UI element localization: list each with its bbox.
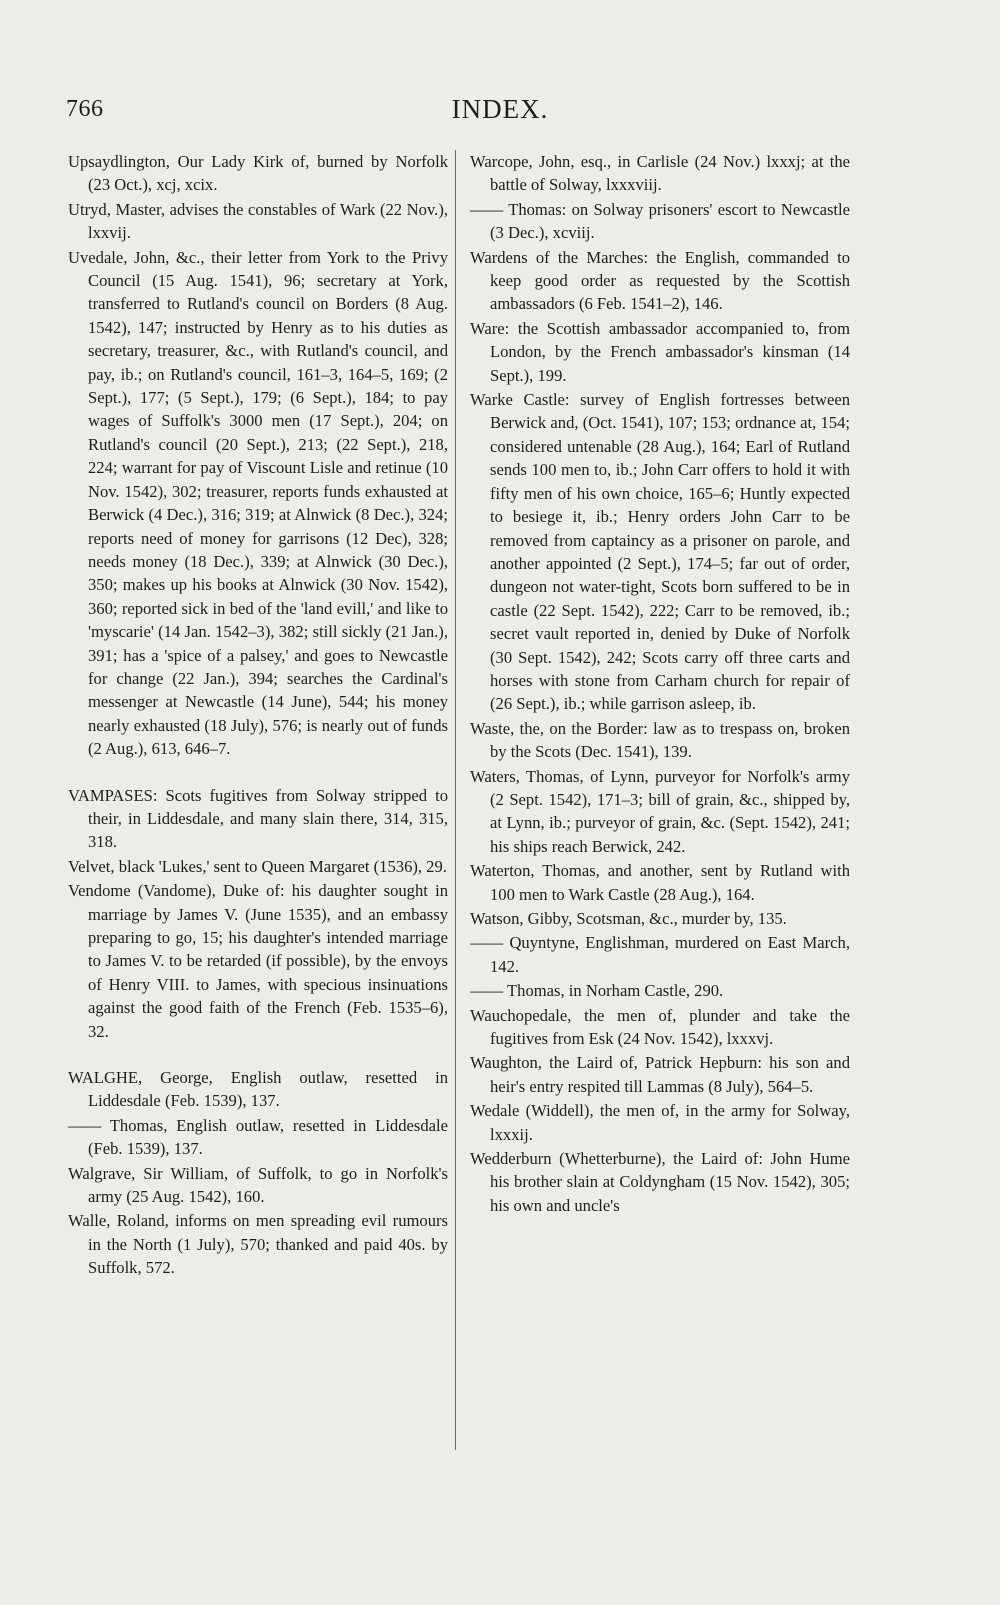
index-entry-warke-castle: Warke Castle: survey of English fortresses between Berwick and, (Oct. 1541), 107; 153; ordnance at, 154; considered untenable (28 Aug.), 164; Earl of Rutland sends 100 men to, ib.; John Carr offers to hold it with fifty men of his own choice, 165–6; Huntly expected to besiege it, ib.; Henry orders John Carr to be removed from captaincy as a prisoner on parole, and another appointed (2 Sept.), 174–5; far out of order, dungeon not water-tight, Scots born suffered to be in castle (22 Sept. 1542), 222; Carr to be removed, ib.; secret vault reported in, denied by Duke of Norfolk (30 Sept. 1542), 242; Scots carry off three carts and horses with stone from Carham church for repair of (26 Sept.), ib.; while garrison asleep, ib. [470,390,850,714]
index-entry-walgrave: Walgrave, Sir William, of Suffolk, to go in Norfolk's army (25 Aug. 1542), 160. [68,1163,448,1207]
index-entry-waughton: Waughton, the Laird of, Patrick Hepburn: his son and heir's entry respited till Lammas (8 July), 564–5. [470,1053,850,1096]
index-entry-ware: Ware: the Scottish ambassador accompanied to, from London, by the French ambassador's kinsman (14 Sept.), 199. [470,318,850,385]
index-entry-wedale: Wedale (Widdell), the men of, in the army for Solway, lxxxij. [470,1101,850,1144]
index-entry-waters: Waters, Thomas, of Lynn, purveyor for Norfolk's army (2 Sept. 1542), 171–3; bill of grain, &c., shipped by, at Lynn, ib.; purveyor of grain, &c. (Sept. 1542), 241; his ships reach Berwick, 242. [470,766,850,856]
index-entry-walghe-thomas: —— Thomas, English outlaw, resetted in Liddesdale (Feb. 1539), 137. [68,1115,448,1159]
index-entry-walle: Walle, Roland, informs on men spreading evil rumours in the North (1 July), 570; thanked and paid 40s. by Suffolk, 572. [68,1211,448,1278]
index-entry-vampases: VAMPASES: Scots fugitives from Solway stripped to their, in Liddesdale, and many slain there, 314, 315, 318. [68,785,448,852]
index-entry-watson-gibby: Watson, Gibby, Scotsman, &c., murder by, 135. [470,909,787,928]
page-number: 766 [66,96,104,122]
index-entry-warcope-john: Warcope, John, esq., in Carlisle (24 Nov.) lxxxj; at the battle of Solway, lxxxviij. [470,152,850,195]
index-entry-wedderburn: Wedderburn (Whetterburne), the Laird of: John Hume his brother slain at Coldyngham (15 Nov. 1542), 305; his own and uncle's [470,1149,850,1215]
right-column [470,150,850,1218]
index-entry-wauchopedale: Wauchopedale, the men of, plunder and take the fugitives from Esk (24 Nov. 1542), lxxxvj. [470,1005,850,1049]
index-entry-uvedale: Uvedale, John, &c., their letter from York to the Privy Council (15 Aug. 1541), 96; secretary at York, transferred to Rutland's council on Borders (8 Aug. 1542), 147; instructed by Henry as to his duties as secretary, treasurer, &c., with Rutland's council, and pay, ib.; on Rutland's council, 161–3, 164–5, 169; (2 Sept.), 177; (5 Sept.), 179; (6 Sept.), 184; to pay wages of Suffolk's 3000 men (17 Sept.), 204; on Rutland's council (20 Sept.), 213; (22 Sept.), 218, 224; warrant for pay of Viscount Lisle and retinue (10 Nov. 1542), 302; treasurer, reports funds exhausted at Berwick (4 Dec.), 316; 319; at Alnwick (8 Dec.), 324; reports need of money for garrisons (12 Dec), 328; needs money (18 Dec.), 339; at Alnwick (30 Dec.), 350; makes up his books at Alnwick (30 Nov. 1542), 360; reported sick in bed of the 'land evill,' and like to 'myscarie' (14 Jan. 1542–3), 382; still sickly (21 Jan.), 391; has a 'spice of a palsey,' and goes to Newcastle for change (22 Jan.), 394; searches the Cardinal's messenger at Newcastle (14 June), 544; his money nearly exhausted (18 July), 576; is nearly out of funds (2 Aug.), 613, 646–7. [68,247,448,759]
index-entry-watson-quyntyne: —— Quyntyne, Englishman, murdered on East March, 142. [470,933,850,976]
index-entry-vendome: Vendome (Vandome), Duke of: his daughter sought in marriage by James V. (June 1535), and an embassy preparing to go, 15; his daughter's intended marriage to James V. to be retarded (if possible), by the envoys of Henry VIII. to James, with specious insinuations against the good faith of the French (Feb. 1535–6), 32. [68,881,448,1041]
column-divider [455,150,456,1450]
index-entry-utryd: Utryd, Master, advises the constables of Wark (22 Nov.), lxxvij. [68,199,448,243]
index-entry-walghe-george: WALGHE, George, English outlaw, resetted in Liddesdale (Feb. 1539), 137. [68,1068,448,1111]
index-entry-velvet: Velvet, black 'Lukes,' sent to Queen Margaret (1536), 29. [68,856,447,876]
index-entry-waterton: Waterton, Thomas, and another, sent by Rutland with 100 men to Wark Castle (28 Aug.), 164. [470,861,850,904]
index-entry-wardens: Wardens of the Marches: the English, commanded to keep good order as requested by the Scottish ambassadors (6 Feb. 1541–2), 146. [470,247,850,314]
index-entry-upsaydlington: Upsaydlington, Our Lady Kirk of, burned by Norfolk (23 Oct.), xcj, xcix. [68,152,448,195]
left-column [68,150,448,1281]
index-entry-watson-thomas: —— Thomas, in Norham Castle, 290. [470,981,724,1001]
index-entry-warcope-thomas: —— Thomas: on Solway prisoners' escort to Newcastle (3 Dec.), xcviij. [470,199,850,243]
index-entry-waste: Waste, the, on the Border: law as to trespass on, broken by the Scots (Dec. 1541), 139. [470,718,850,762]
running-head: INDEX. [451,94,549,124]
